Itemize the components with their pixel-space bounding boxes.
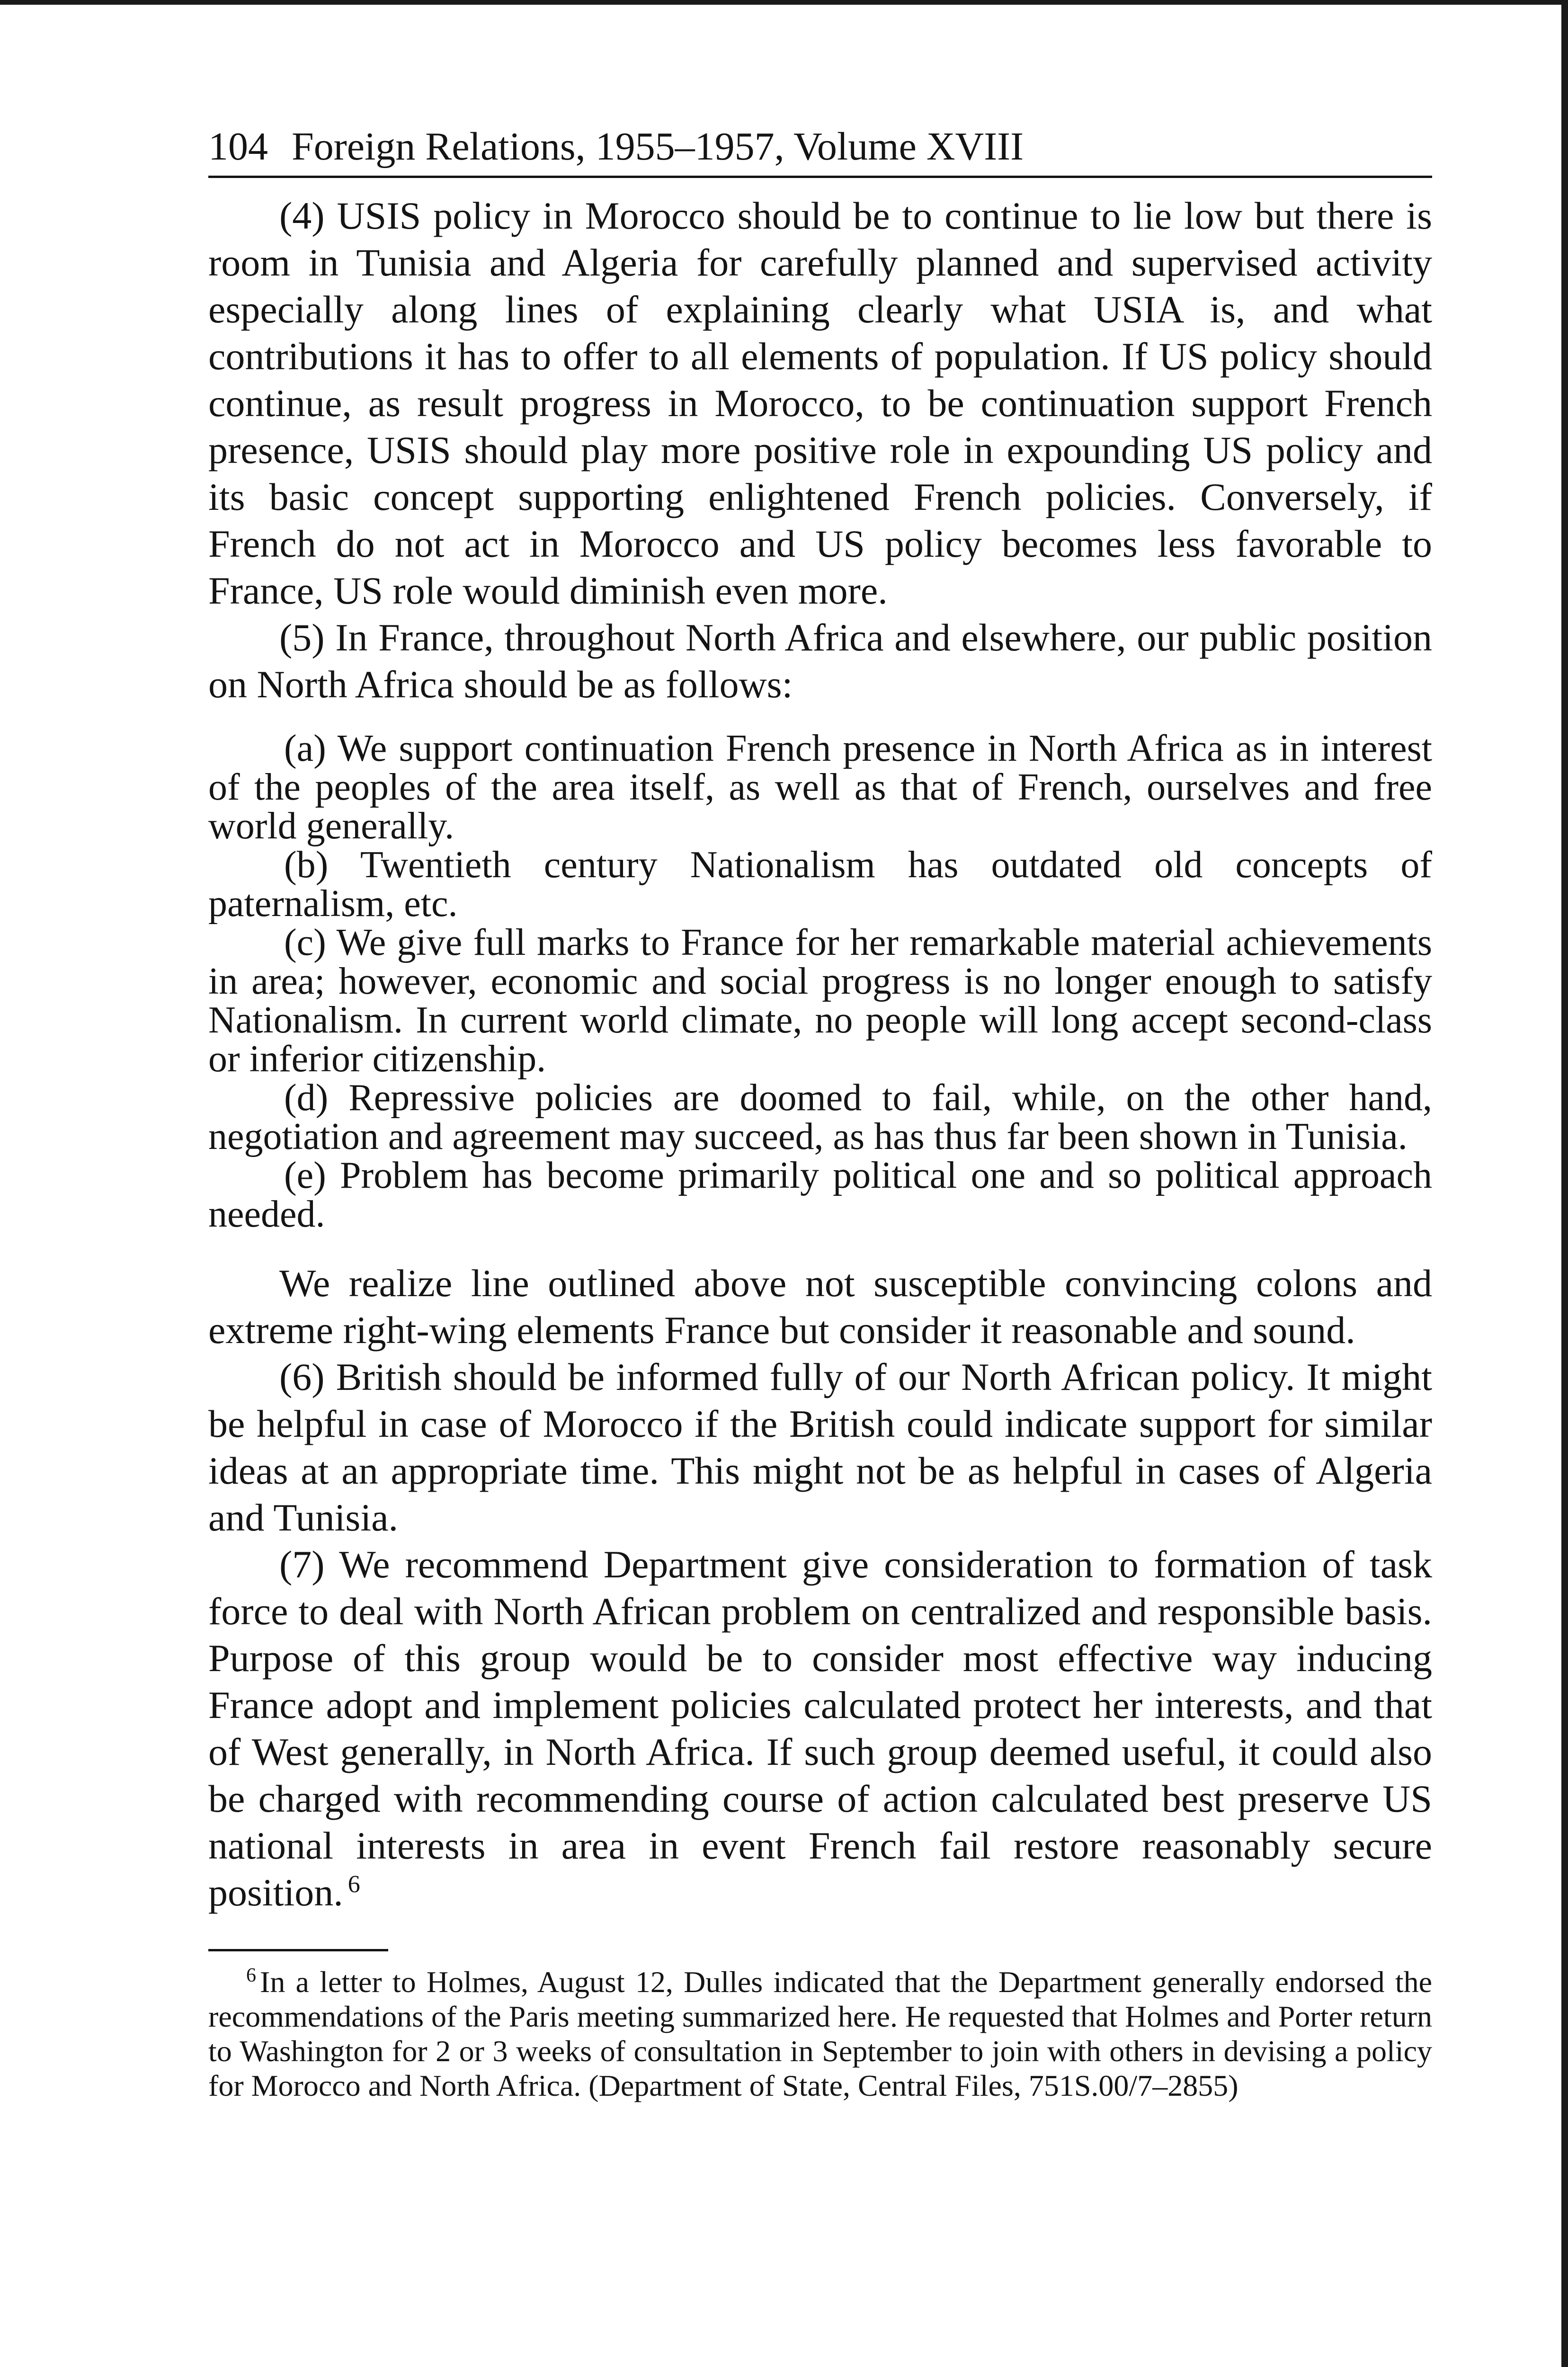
body-text <box>208 192 1432 1916</box>
footnote-text: In a letter to Holmes, August 12, Dulles indicated that the Department generally endorsed the recommendations of the Paris meeting summarized here. He requested that Holmes and Porter return to Washington for 2 or 3 weeks of consultation in September to join with others in devising a policy for Morocco and North Africa. (Department of State, Central Files, 751S.00/7–2855) <box>208 1965 1432 2102</box>
paragraph-realize: We realize line outlined above not susceptible convincing colons and extreme right-wing elements France but consider it reasonable and sound. <box>208 1262 1432 1352</box>
position-item-c: (c) We give full marks to France for her remarkable material achievements in area; however, economic and social progress is no longer enough to satisfy Nationalism. In current world climate, no people will long accept second-class or inferior citizenship. <box>208 922 1432 1080</box>
paragraph-7-text: (7) We recommend Department give consideration to formation of task force to deal with North African problem on centralized and responsible basis. Purpose of this group would be to consider most effective way inducing France adopt and implement policies calculated protect her interests, and that of West generally, in North Africa. If such group deemed useful, it could also be charged with recommending course of action calculated best preserve US national interests in area in event French fail restore reasonably secure position. <box>208 1543 1432 1914</box>
footnote-reference[interactable]: 6 <box>347 1870 360 1898</box>
position-item-d: (d) Repressive policies are doomed to fail, while, on the other hand, negotiation and agreement may succeed, as has thus far been shown in Tunisia. <box>208 1077 1432 1157</box>
running-head-title: Foreign Relations, 1955–1957, Volume XVIII <box>292 125 1024 169</box>
position-item-b: (b) Twentieth century Nationalism has outdated old concepts of paternalism, etc. <box>208 844 1432 925</box>
document-page <box>208 121 1432 2103</box>
paragraph-6: (6) British should be informed fully of our North African policy. It might be helpful in case of Morocco if the British could indicate support for similar ideas at an appropriate time. This might not be as helpful in cases of Algeria and Tunisia. <box>208 1355 1432 1539</box>
page-number: 104 <box>208 125 268 169</box>
position-item-e: (e) Problem has become primarily political one and so political approach needed. <box>208 1155 1432 1235</box>
paragraph-7 <box>208 1541 1432 1916</box>
scan-edge-right <box>1561 0 1568 2367</box>
footnote <box>208 1965 1432 2103</box>
public-position-list <box>208 729 1432 1234</box>
running-head <box>208 121 1432 178</box>
position-item-a: (a) We support continuation French presence in North Africa as in interest of the peoples of the area itself, as well as that of French, ourselves and free world generally. <box>208 728 1432 847</box>
paragraph-5: (5) In France, throughout North Africa and elsewhere, our public position on North Africa should be as follows: <box>208 616 1432 706</box>
scan-edge-top <box>0 0 1568 5</box>
paragraph-4: (4) USIS policy in Morocco should be to continue to lie low but there is room in Tunisia and Algeria for carefully planned and supervised activity especially along lines of explaining clearly what USIA is, and what contributions it has to offer to all elements of population. If US policy should continue, as result progress in Morocco, to be continuation support French presence, USIS should play more positive role in expounding US policy and its basic concept supporting enlightened French policies. Conversely, if French do not act in Morocco and US policy becomes less favorable to France, US role would diminish even more. <box>208 194 1432 612</box>
footnote-marker: 6 <box>246 1964 256 1986</box>
footnote-divider <box>208 1949 388 1951</box>
